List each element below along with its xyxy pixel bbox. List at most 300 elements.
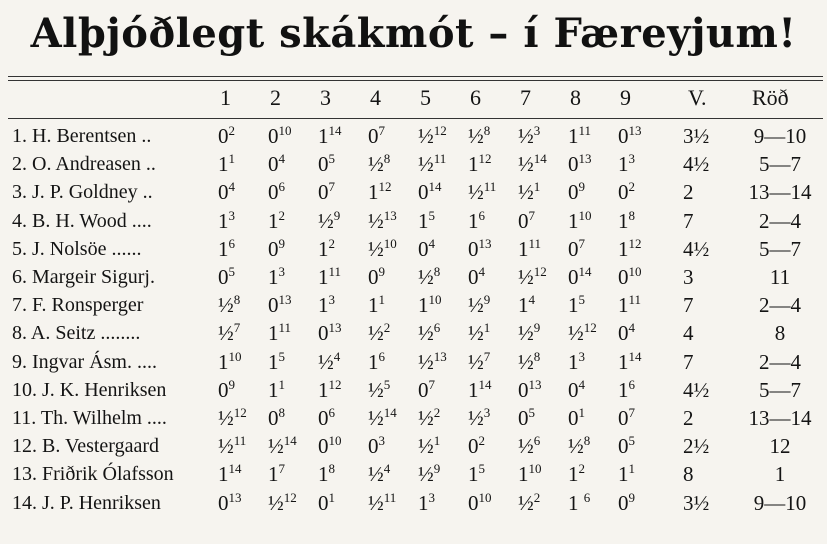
- game-result: [468, 263, 485, 291]
- opponent-number: 11: [433, 151, 447, 167]
- game-result: [568, 432, 590, 460]
- result-value: 0: [418, 236, 429, 261]
- game-result: [368, 348, 385, 376]
- game-result: [268, 319, 291, 347]
- opponent-number: 4: [428, 235, 435, 251]
- result-value: 1: [518, 293, 529, 318]
- result-value: 1: [618, 349, 629, 374]
- opponent-number: 6: [628, 376, 635, 392]
- result-value: ½: [418, 152, 434, 177]
- opponent-number: 8: [628, 207, 635, 223]
- game-result: [368, 207, 397, 235]
- game-result: [568, 376, 585, 404]
- game-result: [518, 263, 547, 291]
- result-value: 0: [468, 236, 479, 261]
- round-header: 5: [420, 85, 431, 110]
- game-result: [568, 122, 591, 150]
- game-result: [368, 235, 397, 263]
- game-result: [618, 489, 635, 517]
- opponent-number: 7: [578, 235, 585, 251]
- opponent-number: 9: [578, 179, 585, 195]
- result-value: 0: [568, 406, 579, 430]
- result-value: 0: [418, 377, 429, 402]
- result-value: ½: [418, 265, 434, 289]
- result-value: 1: [518, 236, 529, 261]
- final-rank: 2—4: [759, 208, 801, 233]
- game-result: [318, 291, 335, 319]
- game-result: [268, 178, 285, 206]
- total-score: 3½: [683, 490, 710, 515]
- opponent-number: 8: [328, 461, 335, 477]
- final-rank: 1: [774, 462, 786, 487]
- result-value: ½: [218, 293, 234, 318]
- game-result: [518, 460, 542, 488]
- game-result: [518, 404, 535, 432]
- result-value: 0: [318, 490, 329, 515]
- result-value: ½: [268, 490, 284, 515]
- round-header: 7: [520, 85, 531, 110]
- opponent-number: 14: [478, 376, 492, 392]
- game-result: [568, 150, 592, 178]
- result-value: 1: [618, 293, 629, 318]
- game-result: [468, 122, 490, 150]
- result-value: 0: [468, 434, 479, 459]
- opponent-number: 3: [628, 151, 635, 167]
- table-row: [0, 460, 827, 488]
- final-rank: 2—4: [759, 293, 801, 318]
- game-result: [468, 348, 490, 376]
- opponent-number: 2: [328, 235, 335, 251]
- opponent-number: 6: [328, 405, 335, 420]
- result-value: ½: [518, 434, 534, 459]
- result-value: 0: [618, 265, 629, 289]
- opponent-number: 11: [278, 320, 292, 336]
- result-value: 1: [468, 377, 479, 402]
- game-result: [368, 319, 390, 347]
- game-result: [318, 404, 335, 432]
- game-result: [318, 150, 335, 178]
- game-result: [468, 150, 492, 178]
- game-result: [518, 178, 540, 206]
- game-result: [468, 319, 490, 347]
- game-result: [368, 489, 396, 517]
- result-value: ½: [518, 152, 534, 177]
- table-row: [0, 263, 827, 291]
- opponent-number: 11: [483, 179, 497, 195]
- result-value: ½: [218, 434, 234, 459]
- final-rank: 9—10: [753, 124, 807, 148]
- final-rank: 2—4: [759, 349, 801, 374]
- game-result: [618, 348, 642, 376]
- opponent-number: 1: [533, 179, 541, 195]
- result-value: 0: [568, 377, 579, 402]
- opponent-number: 2: [383, 320, 391, 336]
- game-result: [268, 348, 285, 376]
- game-result: [518, 235, 541, 263]
- game-result: [318, 348, 340, 376]
- result-value: 1: [418, 293, 429, 318]
- opponent-number: 6: [278, 179, 285, 195]
- opponent-number: 1: [628, 461, 635, 477]
- result-value: ½: [318, 349, 334, 374]
- result-value: 0: [468, 265, 479, 289]
- result-value: 1: [218, 349, 229, 374]
- opponent-number: 9: [628, 489, 635, 505]
- player-name: 1. H. Berentsen ..: [12, 125, 152, 147]
- game-result: [218, 376, 235, 404]
- result-value: ½: [368, 236, 384, 261]
- opponent-number: 12: [283, 489, 297, 505]
- game-result: [618, 404, 635, 432]
- game-result: [418, 178, 442, 206]
- opponent-number: 2: [278, 207, 285, 223]
- opponent-number: 2: [228, 123, 235, 138]
- game-result: [218, 291, 240, 319]
- result-value: ½: [568, 321, 584, 346]
- opponent-number: 11: [233, 433, 247, 449]
- total-score: 2½: [683, 434, 710, 459]
- opponent-number: 13: [228, 489, 242, 505]
- result-value: 1: [468, 152, 479, 177]
- result-value: 1: [568, 349, 579, 374]
- table-row: [0, 376, 827, 404]
- result-value: 1: [268, 377, 279, 402]
- result-value: ½: [368, 321, 384, 346]
- opponent-number: 8: [278, 405, 285, 420]
- result-value: ½: [568, 434, 584, 459]
- result-value: 0: [518, 208, 529, 233]
- opponent-number: 14: [578, 264, 592, 279]
- opponent-number: 5: [328, 151, 335, 167]
- game-result: [368, 122, 385, 150]
- opponent-number: 2: [478, 433, 485, 449]
- game-result: [468, 432, 485, 460]
- opponent-number: 9: [483, 292, 491, 308]
- result-value: 1: [568, 490, 584, 515]
- round-header: 2: [270, 85, 281, 110]
- result-value: 0: [368, 434, 379, 459]
- result-value: 1: [218, 236, 229, 261]
- game-result: [618, 207, 635, 235]
- result-value: 0: [268, 124, 279, 148]
- result-value: 1: [218, 152, 229, 177]
- player-name: 13. Friðrik Ólafsson: [12, 463, 174, 486]
- opponent-number: 4: [383, 461, 391, 477]
- opponent-number: 6: [478, 207, 485, 223]
- opponent-number: 7: [328, 179, 335, 195]
- round-header: 1: [220, 85, 231, 110]
- result-value: ½: [368, 152, 384, 177]
- table-row: [0, 178, 827, 206]
- player-name: 12. B. Vestergaard: [12, 435, 160, 458]
- opponent-number: 1: [483, 320, 491, 336]
- total-score: 7: [683, 293, 694, 318]
- game-result: [418, 319, 440, 347]
- table-row: [0, 319, 827, 347]
- game-result: [518, 376, 542, 404]
- result-value: 1: [318, 377, 329, 402]
- opponent-number: 10: [578, 207, 592, 223]
- opponent-number: 2: [578, 461, 585, 477]
- result-value: 1: [418, 490, 429, 515]
- game-result: [268, 404, 285, 432]
- opponent-number: 12: [233, 405, 247, 420]
- opponent-number: 1: [578, 405, 585, 420]
- total-score: 2: [683, 180, 694, 205]
- result-value: 1: [618, 462, 629, 487]
- result-value: 1: [568, 462, 579, 487]
- round-header: 8: [570, 85, 581, 110]
- opponent-number: 12: [328, 376, 342, 392]
- result-value: ½: [368, 377, 384, 402]
- opponent-number: 7: [278, 461, 285, 477]
- opponent-number: 12: [583, 320, 597, 336]
- game-result: [218, 150, 235, 178]
- table-row: [0, 489, 827, 517]
- opponent-number: 4: [478, 264, 485, 279]
- game-result: [268, 291, 292, 319]
- game-result: [268, 460, 285, 488]
- total-score: 2: [683, 406, 694, 430]
- opponent-number: 10: [278, 123, 292, 138]
- result-value: 0: [268, 180, 279, 205]
- final-rank: 5—7: [759, 152, 801, 177]
- result-value: 0: [318, 434, 329, 459]
- game-result: [618, 376, 635, 404]
- game-result: [318, 489, 335, 517]
- result-value: 0: [568, 236, 579, 261]
- game-result: [618, 291, 641, 319]
- opponent-number: 8: [433, 264, 441, 279]
- result-value: 0: [618, 406, 629, 430]
- game-result: [218, 460, 242, 488]
- opponent-number: 4: [528, 292, 535, 308]
- game-result: [318, 432, 342, 460]
- game-result: [318, 319, 342, 347]
- opponent-number: 7: [378, 123, 385, 138]
- game-result: [618, 122, 642, 150]
- game-result: [468, 235, 492, 263]
- result-value: 1: [318, 124, 329, 148]
- game-result: [568, 263, 592, 291]
- game-result: [368, 291, 385, 319]
- result-value: ½: [518, 349, 534, 374]
- player-name: 3. J. P. Goldney ..: [12, 181, 153, 204]
- result-value: 0: [218, 265, 229, 289]
- opponent-number: 14: [383, 405, 397, 420]
- opponent-number: 3: [378, 433, 385, 449]
- table-row: [0, 348, 827, 376]
- opponent-number: 11: [578, 123, 592, 138]
- result-value: 0: [368, 265, 379, 289]
- opponent-number: 9: [433, 461, 441, 477]
- game-result: [518, 319, 540, 347]
- game-result: [318, 207, 340, 235]
- opponent-number: 9: [378, 264, 385, 279]
- opponent-number: 11: [328, 264, 342, 279]
- round-header: 6: [470, 85, 481, 110]
- opponent-number: 10: [228, 348, 242, 364]
- game-result: [418, 291, 442, 319]
- game-result: [368, 404, 397, 432]
- result-value: 1: [518, 462, 529, 487]
- opponent-number: 7: [233, 320, 241, 336]
- opponent-number: 9: [278, 235, 285, 251]
- game-result: [218, 319, 240, 347]
- result-value: 1: [618, 208, 629, 233]
- result-value: 0: [618, 321, 629, 346]
- opponent-number: 3: [533, 123, 541, 138]
- result-value: 0: [268, 293, 279, 318]
- result-value: ½: [418, 349, 434, 374]
- game-result: [518, 207, 535, 235]
- opponent-number: 7: [428, 376, 435, 392]
- game-result: [218, 404, 247, 432]
- result-value: 0: [268, 152, 279, 177]
- result-value: ½: [418, 321, 434, 346]
- opponent-number: 8: [483, 123, 491, 138]
- result-value: 1: [318, 293, 329, 318]
- game-result: [368, 263, 385, 291]
- final-rank: 5—7: [759, 377, 801, 402]
- result-value: 1: [218, 208, 229, 233]
- opponent-number: 8: [233, 292, 241, 308]
- opponent-number: 2: [628, 179, 635, 195]
- result-value: 0: [318, 180, 329, 205]
- game-result: [268, 150, 285, 178]
- opponent-number: 3: [578, 348, 585, 364]
- game-result: [568, 235, 585, 263]
- player-name: 8. A. Seitz ........: [12, 322, 141, 345]
- opponent-number: 5: [383, 376, 391, 392]
- opponent-number: 10: [428, 292, 442, 308]
- opponent-number: 2: [433, 405, 441, 420]
- opponent-number: 6: [433, 320, 441, 336]
- final-rank: 13—14: [748, 406, 812, 430]
- result-value: 0: [518, 406, 529, 430]
- final-rank: 5—7: [759, 236, 801, 261]
- result-value: 0: [518, 377, 529, 402]
- game-result: [618, 319, 635, 347]
- game-result: [468, 291, 490, 319]
- result-value: 1: [318, 265, 329, 289]
- opponent-number: 13: [433, 348, 447, 364]
- opponent-number: 8: [583, 433, 591, 449]
- game-result: [368, 432, 385, 460]
- score-header: V.: [688, 85, 707, 110]
- opponent-number: 6: [228, 235, 235, 251]
- result-value: ½: [318, 208, 334, 233]
- game-result: [618, 178, 635, 206]
- result-value: 0: [318, 406, 329, 430]
- total-score: 4½: [683, 152, 710, 177]
- opponent-number: 3: [328, 292, 335, 308]
- table-row: [0, 235, 827, 263]
- result-value: 0: [218, 124, 229, 148]
- total-score: 4: [683, 321, 694, 346]
- player-name: 2. O. Andreasen ..: [12, 153, 156, 176]
- game-result: [318, 122, 342, 150]
- opponent-number: 5: [478, 461, 485, 477]
- result-value: 0: [318, 321, 329, 346]
- opponent-number: 12: [628, 235, 642, 251]
- opponent-number: 4: [228, 179, 235, 195]
- opponent-number: 4: [333, 348, 341, 364]
- opponent-number: 13: [628, 123, 642, 138]
- result-value: ½: [418, 124, 434, 148]
- opponent-number: 10: [383, 235, 397, 251]
- game-result: [318, 376, 342, 404]
- opponent-number: 4: [578, 376, 585, 392]
- result-value: ½: [468, 349, 484, 374]
- result-value: 1: [318, 236, 329, 261]
- table-row: [0, 122, 827, 150]
- result-value: 0: [318, 152, 329, 177]
- opponent-number: 1: [328, 489, 335, 505]
- opponent-number: 9: [228, 376, 235, 392]
- player-name: 6. Margeir Sigurj.: [12, 266, 155, 288]
- result-value: ½: [218, 406, 234, 430]
- result-value: 1: [618, 377, 629, 402]
- opponent-number: 14: [428, 179, 442, 195]
- total-score: 4½: [683, 236, 710, 261]
- title-rule: [8, 76, 823, 77]
- result-value: 0: [618, 124, 629, 148]
- total-score: 7: [683, 349, 694, 374]
- result-value: 1: [318, 462, 329, 487]
- final-rank: 9—10: [753, 490, 807, 515]
- game-result: [268, 207, 285, 235]
- opponent-number: 5: [528, 405, 535, 420]
- opponent-number: 4: [278, 151, 285, 167]
- game-result: [468, 178, 496, 206]
- game-result: [418, 150, 446, 178]
- game-result: [518, 122, 540, 150]
- game-result: [418, 432, 440, 460]
- opponent-number: 14: [628, 348, 642, 364]
- game-result: [268, 263, 285, 291]
- game-result: [268, 489, 297, 517]
- result-value: 1: [268, 208, 279, 233]
- opponent-number: 6: [378, 348, 385, 364]
- game-result: [418, 489, 435, 517]
- result-value: ½: [418, 434, 434, 459]
- game-result: [218, 122, 235, 150]
- opponent-number: 1: [433, 433, 441, 449]
- game-result: [368, 178, 392, 206]
- result-value: 0: [618, 434, 629, 459]
- player-name: 11. Th. Wilhelm ....: [12, 407, 167, 429]
- total-score: 3½: [683, 124, 710, 148]
- opponent-number: 13: [278, 292, 292, 308]
- game-result: [318, 460, 335, 488]
- opponent-number: 8: [533, 348, 541, 364]
- result-value: 0: [368, 124, 379, 148]
- result-value: ½: [218, 321, 234, 346]
- total-score: 7: [683, 208, 694, 233]
- round-header: 3: [320, 85, 331, 110]
- game-result: [218, 235, 235, 263]
- game-result: [468, 207, 485, 235]
- game-result: [218, 263, 235, 291]
- total-score: 4½: [683, 377, 710, 402]
- opponent-number: 7: [483, 348, 491, 364]
- player-name: 14. J. P. Henriksen: [12, 491, 161, 514]
- result-value: ½: [468, 321, 484, 346]
- game-result: [218, 348, 242, 376]
- total-score: 3: [683, 265, 694, 289]
- game-result: [318, 235, 335, 263]
